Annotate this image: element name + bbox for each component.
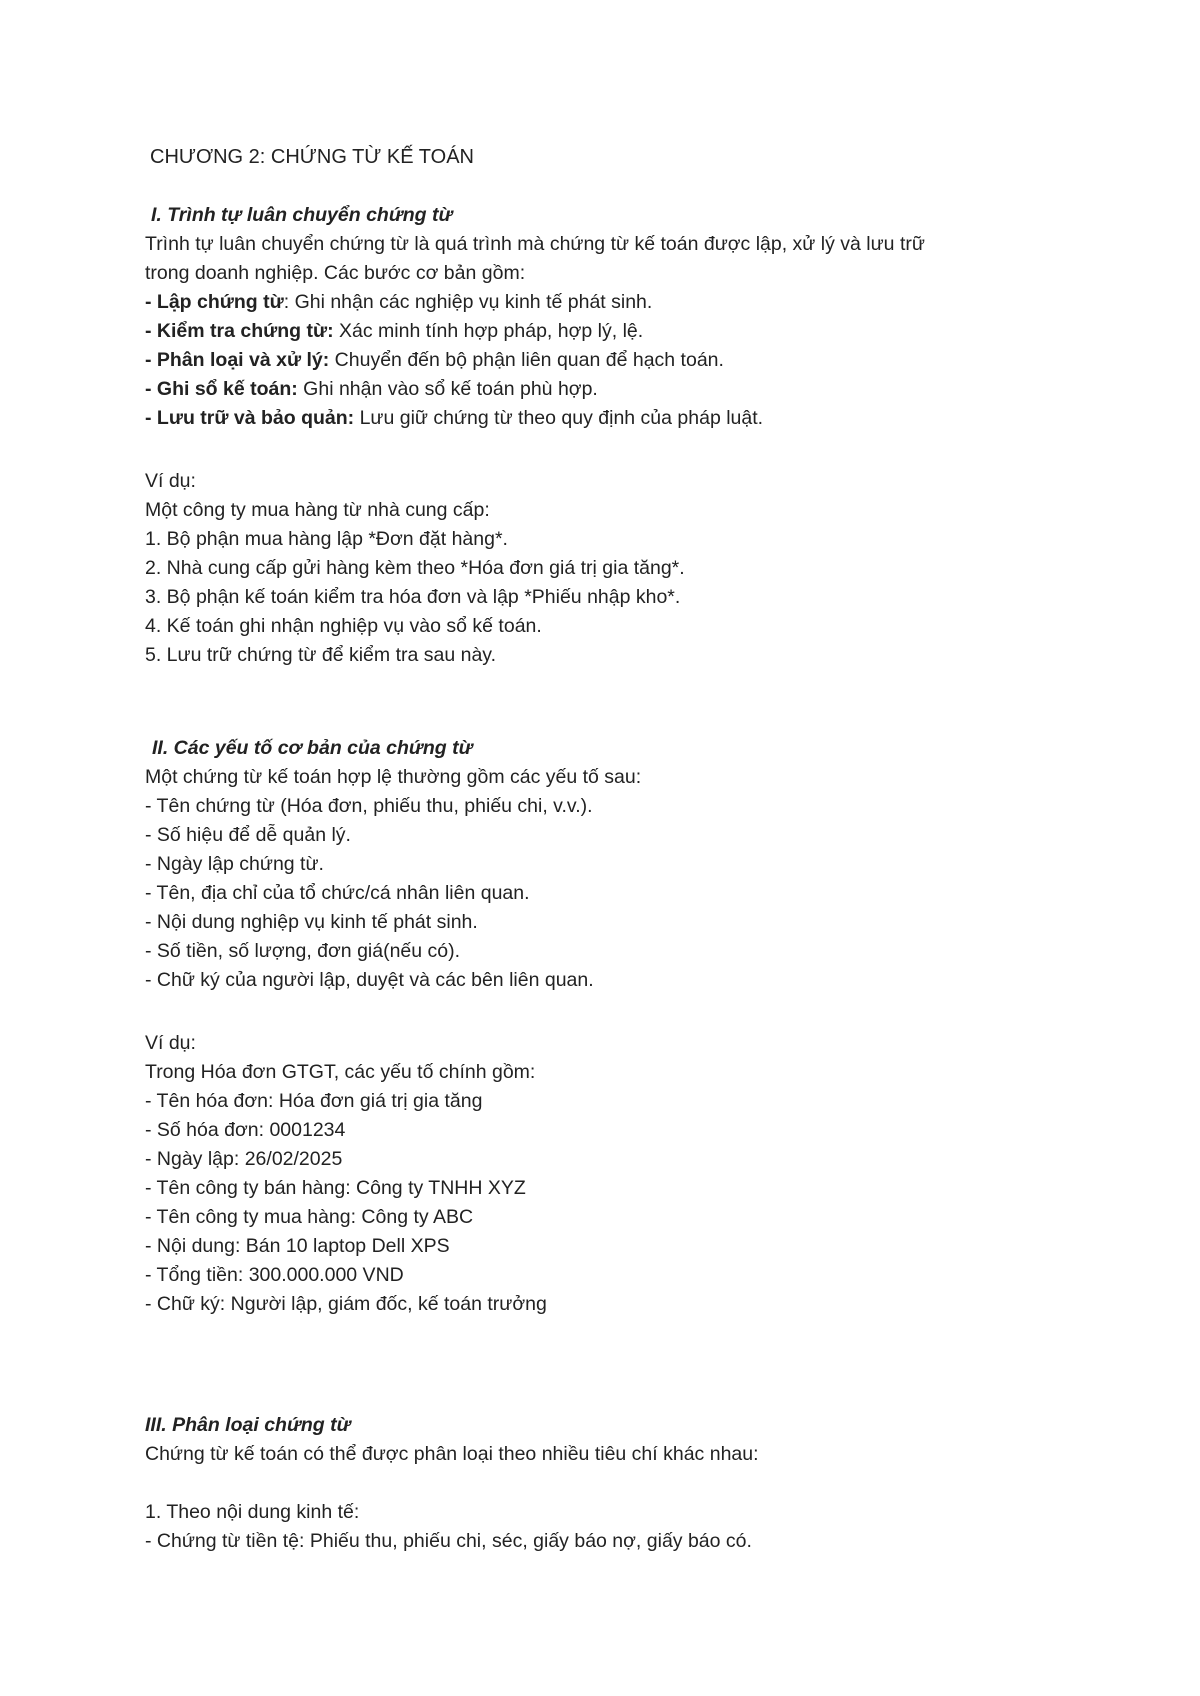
example-intro: Trong Hóa đơn GTGT, các yếu tố chính gồm: xyxy=(145,1061,536,1083)
step-desc: Chuyển đến bộ phận liên quan để hạch toán. xyxy=(329,349,724,371)
list-item: 4. Kế toán ghi nhận nghiệp vụ vào sổ kế toán. xyxy=(145,615,542,637)
list-item: - Nội dung: Bán 10 laptop Dell XPS xyxy=(145,1235,450,1257)
step-item xyxy=(145,378,598,400)
section-1-intro-line-2: trong doanh nghiệp. Các bước cơ bản gồm: xyxy=(145,262,526,284)
list-item: - Chữ ký của người lập, duyệt và các bên liên quan. xyxy=(145,969,594,991)
section-2-heading: II. Các yếu tố cơ bản của chứng từ xyxy=(152,737,473,759)
step-item xyxy=(145,291,652,313)
section-3-heading: III. Phân loại chứng từ xyxy=(145,1414,351,1436)
example-intro: Một công ty mua hàng từ nhà cung cấp: xyxy=(145,499,490,521)
list-item: - Tổng tiền: 300.000.000 VND xyxy=(145,1264,404,1286)
list-item: - Tên công ty bán hàng: Công ty TNHH XYZ xyxy=(145,1177,526,1199)
list-item: 3. Bộ phận kế toán kiểm tra hóa đơn và lập *Phiếu nhập kho*. xyxy=(145,586,681,608)
step-term: - Phân loại và xử lý: xyxy=(145,349,330,371)
example-label: Ví dụ: xyxy=(145,470,196,492)
list-item: - Ngày lập chứng từ. xyxy=(145,853,324,875)
step-item xyxy=(145,349,724,371)
step-desc: Lưu giữ chứng từ theo quy định của pháp luật. xyxy=(354,407,764,429)
section-1-heading: I. Trình tự luân chuyển chứng từ xyxy=(151,204,453,226)
step-item xyxy=(145,407,763,429)
list-item: - Tên chứng từ (Hóa đơn, phiếu thu, phiếu chi, v.v.). xyxy=(145,795,593,817)
step-desc: : Ghi nhận các nghiệp vụ kinh tế phát sinh. xyxy=(283,291,653,313)
subsection-heading: 1. Theo nội dung kinh tế: xyxy=(145,1501,360,1523)
page-title: CHƯƠNG 2: CHỨNG TỪ KẾ TOÁN xyxy=(150,146,474,168)
step-desc: Xác minh tính hợp pháp, hợp lý, lệ. xyxy=(333,320,644,342)
list-item: - Số hiệu để dễ quản lý. xyxy=(145,824,351,846)
list-item: - Nội dung nghiệp vụ kinh tế phát sinh. xyxy=(145,911,478,933)
list-item: - Tên hóa đơn: Hóa đơn giá trị gia tăng xyxy=(145,1090,483,1112)
section-1-intro-line-1: Trình tự luân chuyển chứng từ là quá trình mà chứng từ kế toán được lập, xử lý và lưu trữ xyxy=(145,233,925,255)
step-term: - Kiểm tra chứng từ: xyxy=(145,320,334,342)
step-term: - Ghi sổ kế toán: xyxy=(145,378,298,400)
section-2-intro: Một chứng từ kế toán hợp lệ thường gồm các yếu tố sau: xyxy=(145,766,642,788)
list-item: 1. Bộ phận mua hàng lập *Đơn đặt hàng*. xyxy=(145,528,508,550)
example-label: Ví dụ: xyxy=(145,1032,196,1054)
list-item: - Chữ ký: Người lập, giám đốc, kế toán trưởng xyxy=(145,1293,547,1315)
step-item xyxy=(145,320,643,342)
step-term: - Lưu trữ và bảo quản: xyxy=(145,407,355,429)
list-item: - Tên công ty mua hàng: Công ty ABC xyxy=(145,1206,474,1228)
list-item: 5. Lưu trữ chứng từ để kiểm tra sau này. xyxy=(145,644,497,666)
list-item: - Tên, địa chỉ của tổ chức/cá nhân liên quan. xyxy=(145,882,530,904)
step-desc: Ghi nhận vào sổ kế toán phù hợp. xyxy=(297,378,598,400)
list-item: - Ngày lập: 26/02/2025 xyxy=(145,1148,343,1170)
step-term: - Lập chứng từ xyxy=(145,291,284,313)
list-item: - Số hóa đơn: 0001234 xyxy=(145,1119,346,1141)
list-item: - Chứng từ tiền tệ: Phiếu thu, phiếu chi, séc, giấy báo nợ, giấy báo có. xyxy=(145,1530,752,1552)
list-item: - Số tiền, số lượng, đơn giá(nếu có). xyxy=(145,940,461,962)
section-3-intro: Chứng từ kế toán có thể được phân loại theo nhiều tiêu chí khác nhau: xyxy=(145,1443,759,1465)
list-item: 2. Nhà cung cấp gửi hàng kèm theo *Hóa đơn giá trị gia tăng*. xyxy=(145,557,685,579)
